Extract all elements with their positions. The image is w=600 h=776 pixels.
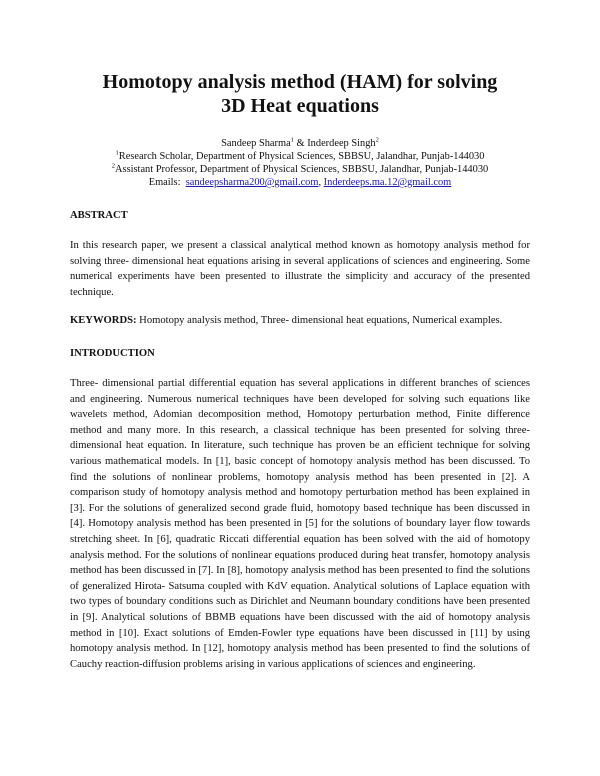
title-line-2: 3D Heat equations: [221, 95, 379, 117]
author-line: [40, 137, 560, 150]
paper-title: [40, 70, 560, 118]
abstract-heading: ABSTRACT: [70, 210, 128, 221]
author-2: Inderdeep Singh: [307, 138, 376, 149]
affiliation-2-text: Assistant Professor, Department of Physical Sciences, SBBSU, Jalandhar, Punjab-144030: [115, 164, 489, 175]
title-line-1: Homotopy analysis method (HAM) for solving: [102, 71, 498, 93]
keywords-text: Homotopy analysis method, Three- dimensional heat equations, Numerical examples.: [136, 315, 503, 326]
keywords-paragraph: [70, 313, 530, 329]
email-link-1[interactable]: sandeepsharma200@gmail.com: [185, 177, 319, 188]
author-1: Sandeep Sharma: [221, 138, 291, 149]
abstract-text: In this research paper, we present a classical analytical method known as homotopy analysis method for solving three- dimensional heat equations arising in several applications of sciences and engineering. Some numerical experiments have been presented to illustrate the simplicity and accuracy of the presented technique.: [70, 240, 530, 298]
author-block: [40, 137, 560, 189]
affiliation-2: [40, 163, 560, 176]
author-separator: &: [293, 138, 308, 149]
affiliation-1-text: Research Scholar, Department of Physical Sciences, SBBSU, Jalandhar, Punjab-144030: [118, 151, 485, 162]
keywords-label: KEYWORDS:: [70, 315, 137, 326]
affiliation-1: [40, 150, 560, 163]
email-separator: ,: [318, 177, 324, 188]
email-line: [40, 176, 560, 189]
introduction-heading: INTRODUCTION: [70, 348, 155, 359]
email-label: Emails:: [148, 177, 181, 188]
affiliation-1-sup: 1: [115, 149, 119, 157]
email-link-2[interactable]: Inderdeeps.ma.12@gmail.com: [323, 177, 452, 188]
author-2-sup: 2: [375, 136, 379, 144]
author-1-sup: 1: [290, 136, 294, 144]
affiliation-2-sup: 2: [111, 162, 116, 170]
introduction-text: Three- dimensional partial differential equation has several applications in different branches of sciences and engineering. Numerous numerical techniques have been developed for solving such equations like wavelets method, Adomian decomposition method, Homotopy perturbation method, Finite difference method and many more. In this research, a classical technique has been presented for solving three- dimensional heat equation. In literature, such technique has proven be an efficient technique for solving various mathematical models. In [1], basic concept of homotopy analysis method has been discussed. To find the solutions of nonlinear problems, homotopy analysis method has been presented in [2]. A comparison study of homotopy analysis method and homotopy perturbation method has been explained in [3]. For the solutions of generalized second grade fluid, homotopy based technique has been discussed in [4]. Homotopy analysis method has been presented in [5] for the solutions of boundary layer flow towards stretching sheet. In [6], quadratic Riccati differential equation has been solved with the aid of homotopy analysis method. For the solutions of nonlinear equations produced during heat transfer, homotopy analysis method has been discussed in [7]. In [8], homotopy analysis method has been presented to find the solutions of generalized Hirota- Satsuma coupled with KdV equation. Analytical solutions of Laplace equation with two types of boundary conditions such as Dirichlet and Neumann boundary conditions have been presented in [9]. Analytical solutions of BBMB equations have been discussed with the aid of homotopy analysis method in [10]. Exact solutions of Emden-Fowler type equations have been discussed in [11] by using homotopy analysis method. In [12], homotopy analysis method has been presented to find the solutions of Cauchy reaction-diffusion problems arising in various applications of sciences and engineering.: [70, 378, 530, 670]
